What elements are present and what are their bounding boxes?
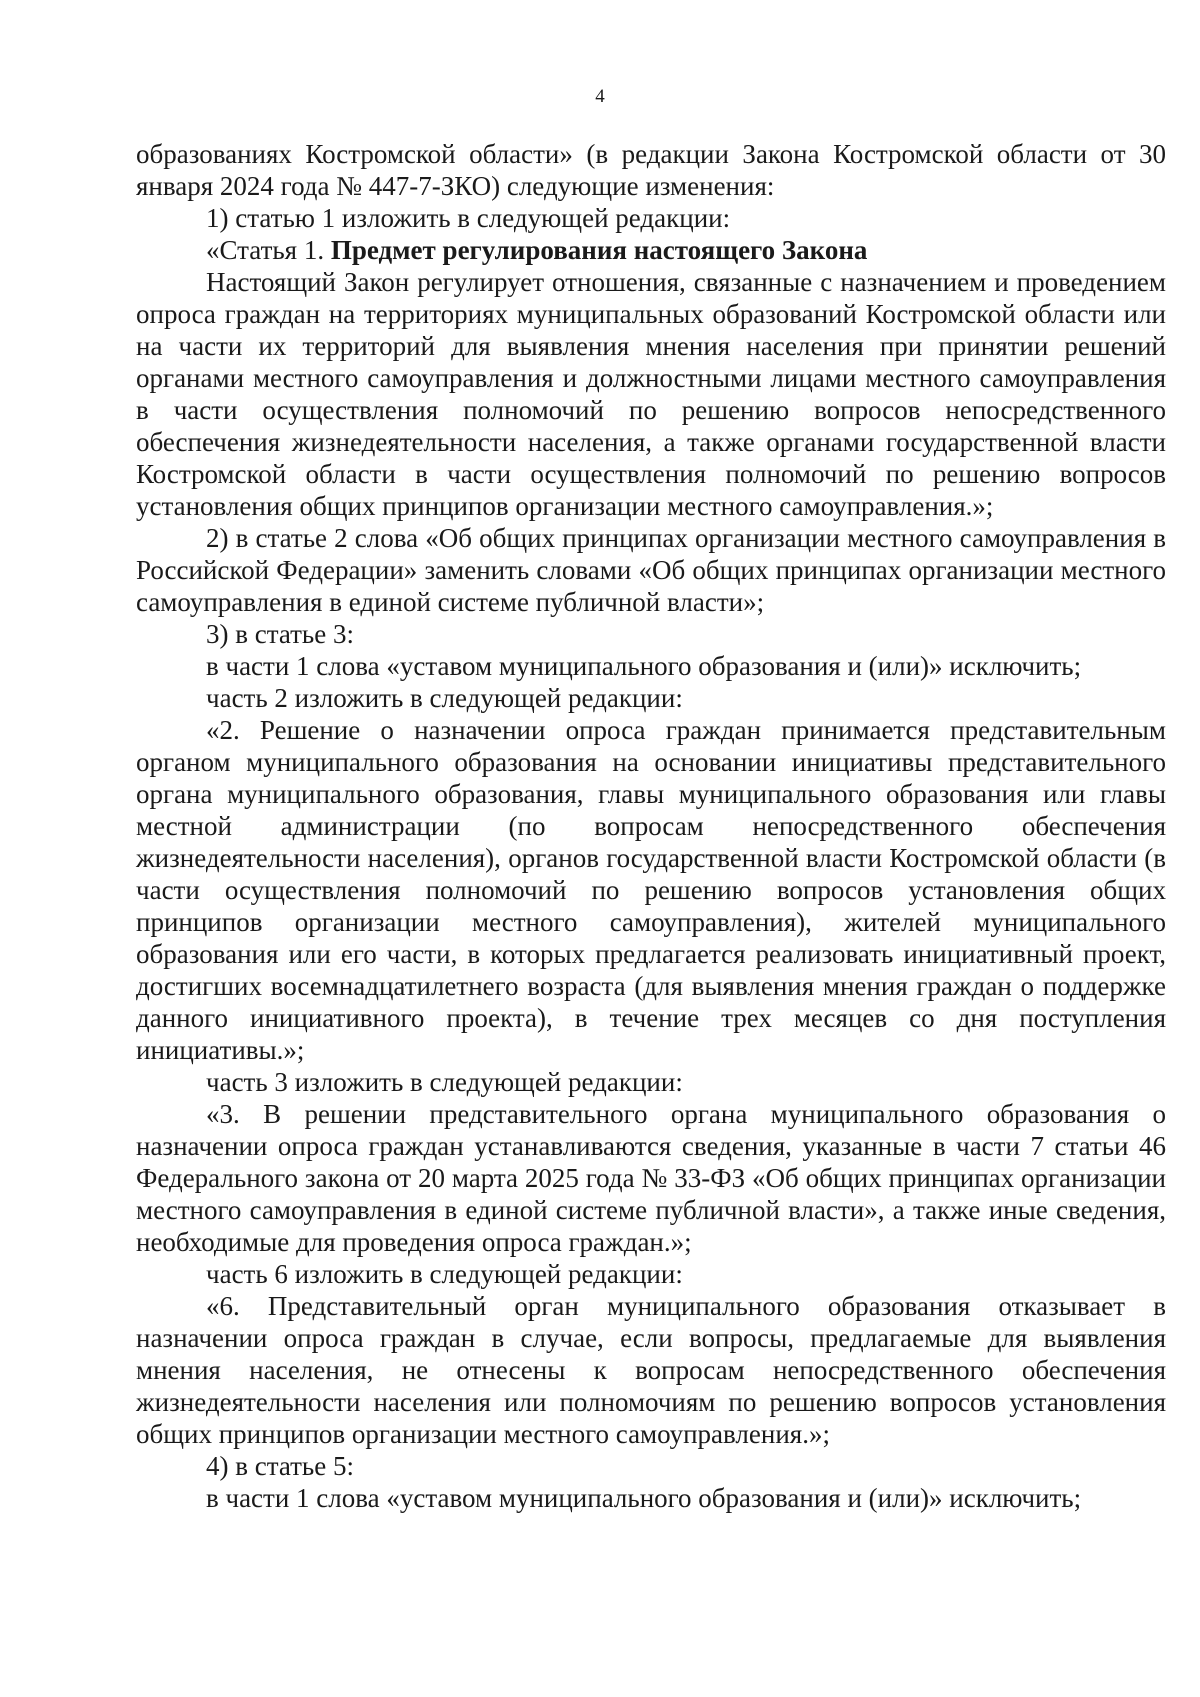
paragraph-article-3-part-2-intro: часть 2 изложить в следующей редакции: bbox=[206, 683, 683, 713]
paragraph-intro: образованиях Костромской области» (в редакции Закона Костромской области от 30 января 2024 года № 447-7-ЗКО) следующие изменения: bbox=[136, 139, 1166, 201]
article-1-heading bbox=[136, 234, 1166, 266]
paragraph-article-3-part-3-intro: часть 3 изложить в следующей редакции: bbox=[206, 1067, 683, 1097]
paragraph-item-4: 4) в статье 5: bbox=[206, 1451, 354, 1481]
paragraph-item-1: 1) статью 1 изложить в следующей редакции: bbox=[206, 203, 731, 233]
page-number: 4 bbox=[595, 86, 605, 107]
paragraph-article-5-part-1: в части 1 слова «уставом муниципального образования и (или)» исключить; bbox=[206, 1483, 1082, 1513]
paragraph-article-3-part-2-text: «2. Решение о назначении опроса граждан принимается представительным органом муниципального образования на основании инициативы представительного органа муниципального образования, главы муниципального образования или главы местной администрации (по вопросам непосредственного обеспечения жизнедеятельности населения), органов государственной власти Костромской области (в части осуществления полномочий по решению вопросов установления общих принципов организации местного самоуправления), жителей муниципального образования или его части, в которых предлагается реализовать инициативный проект, достигших восемнадцатилетнего возраста (для выявления мнения граждан о поддержке данного инициативного проекта), в течение трех месяцев со дня поступления инициативы.»; bbox=[136, 715, 1166, 1065]
document-body bbox=[136, 138, 1166, 1514]
paragraph-item-2: 2) в статье 2 слова «Об общих принципах организации местного самоуправления в Российской Федерации» заменить словами «Об общих принципах организации местного самоуправления в единой системе публичной власти»; bbox=[136, 523, 1166, 617]
paragraph-article-3-part-1: в части 1 слова «уставом муниципального образования и (или)» исключить; bbox=[206, 651, 1082, 681]
article-1-text: Настоящий Закон регулирует отношения, связанные с назначением и проведением опроса граждан на территориях муниципальных образований Костромской области или на части их территорий для выявления мнения населения при принятии решений органами местного самоуправления и должностными лицами местного самоуправления в части осуществления полномочий по решению вопросов непосредственного обеспечения жизнедеятельности населения, а также органами государственной власти Костромской области в части осуществления полномочий по решению вопросов установления общих принципов организации местного самоуправления.»; bbox=[136, 267, 1166, 521]
paragraph-item-3: 3) в статье 3: bbox=[206, 619, 354, 649]
article-1-title: Предмет регулирования настоящего Закона bbox=[330, 235, 868, 265]
paragraph-article-3-part-6-intro: часть 6 изложить в следующей редакции: bbox=[206, 1259, 683, 1289]
paragraph-article-3-part-3-text: «3. В решении представительного органа муниципального образования о назначении опроса граждан устанавливаются сведения, указанные в части 7 статьи 46 Федерального закона от 20 марта 2025 года № 33-ФЗ «Об общих принципах организации местного самоуправления в единой системе публичной власти», а также иные сведения, необходимые для проведения опроса граждан.»; bbox=[136, 1099, 1166, 1257]
paragraph-article-3-part-6-text: «6. Представительный орган муниципального образования отказывает в назначении опроса граждан в случае, если вопросы, предлагаемые для выявления мнения населения, не отнесены к вопросам непосредственного обеспечения жизнедеятельности населения или полномочиям по решению вопросов установления общих принципов организации местного самоуправления.»; bbox=[136, 1291, 1166, 1449]
article-1-number: «Статья 1. bbox=[206, 235, 331, 265]
